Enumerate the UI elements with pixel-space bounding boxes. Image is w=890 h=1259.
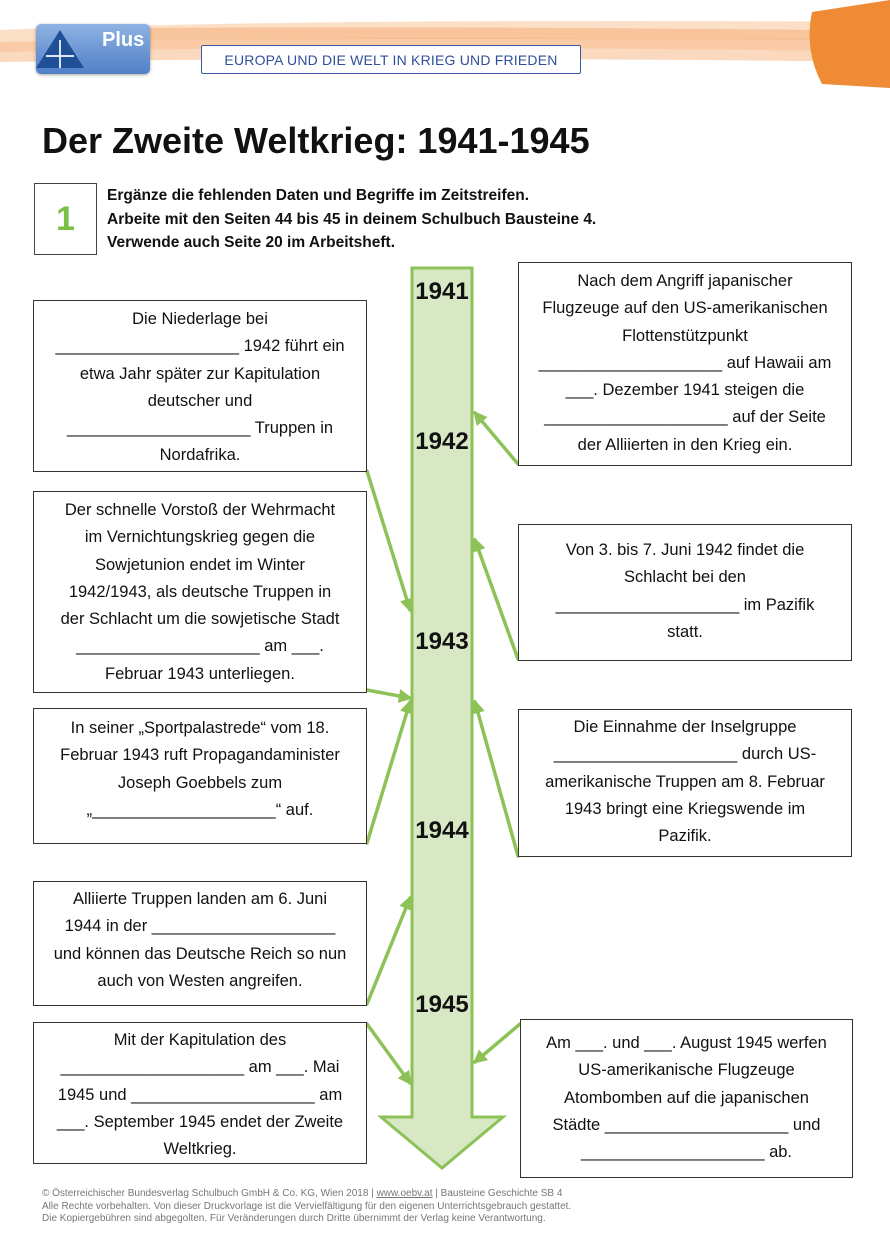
box-line: ____________________ am ___. Mai: [60, 1058, 340, 1077]
box-line: Februar 1943 unterliegen.: [105, 664, 295, 683]
box-line: 1943 bringt eine Kriegswende im: [564, 799, 806, 818]
box-line: Schlacht bei den: [623, 568, 746, 587]
box-line: statt.: [667, 622, 703, 641]
box-line: ___. September 1945 endet der Zweite: [56, 1112, 344, 1131]
box-line: Sowjetunion endet im Winter: [94, 555, 306, 574]
box-line: etwa Jahr später zur Kapitulation: [79, 364, 321, 383]
footer-text: © Österreichischer Bundesverlag Schulbuch GmbH & Co. KG, Wien 2018 |: [42, 1188, 377, 1199]
box-line: „____________________“ auf.: [86, 800, 314, 819]
instruction-line: Arbeite mit den Seiten 44 bis 45 in deinem Schulbuch Bausteine 4.: [107, 210, 597, 228]
footer-copyright: [42, 1188, 571, 1226]
connector-arrow: [367, 898, 410, 1004]
connector-arrow: [475, 413, 518, 464]
box-line: Nordafrika.: [159, 446, 241, 465]
year-label: 1945: [415, 991, 469, 1018]
year-label: 1941: [415, 278, 469, 305]
box-line: Weltkrieg.: [163, 1140, 237, 1159]
connector-arrow: [475, 1024, 520, 1062]
box-line: Atombomben auf die japanischen: [564, 1088, 809, 1107]
year-label: 1944: [415, 817, 469, 844]
box-line: 1942/1943, als deutsche Truppen in: [68, 582, 332, 601]
box-line: ____________________ 1942 führt ein: [55, 337, 345, 356]
box-line: ____________________ Truppen in: [66, 419, 334, 438]
series-title: EUROPA UND DIE WELT IN KRIEG UND FRIEDEN: [201, 45, 581, 74]
box-line: Februar 1943 ruft Propagandaminister: [60, 746, 340, 765]
box-line: Von 3. bis 7. Juni 1942 findet die: [565, 541, 805, 559]
footer-line: [42, 1188, 571, 1201]
box-line: 1945 und ____________________ am: [57, 1085, 343, 1104]
connector-arrow: [367, 471, 410, 610]
box-line: der Schlacht um die sowjetische Stadt: [60, 610, 340, 629]
event-box-kapitulation: [33, 1022, 367, 1164]
event-box-landung: [33, 881, 367, 1006]
box-line: amerikanische Truppen am 8. Februar: [545, 772, 825, 791]
box-line: und können das Deutsche Reich so nun: [53, 944, 347, 963]
box-line: ____________________ ab.: [580, 1143, 793, 1162]
box-line: Flottenstützpunkt: [622, 326, 748, 345]
connector-arrow: [367, 690, 410, 698]
box-line: Der schnelle Vorstoß der Wehrmacht: [64, 501, 336, 519]
box-line: Städte ____________________ und: [552, 1115, 821, 1134]
connector-arrow: [475, 702, 518, 856]
box-line: ____________________ am ___.: [76, 637, 324, 656]
box-line: 1944 in der ____________________: [64, 917, 336, 936]
box-line: Am ___. und ___. August 1945 werfen: [546, 1034, 827, 1052]
year-label: 1943: [415, 628, 469, 655]
box-line: deutscher und: [147, 391, 253, 410]
publisher-link[interactable]: www.oebv.at: [376, 1188, 433, 1199]
page-title: Der Zweite Weltkrieg: 1941-1945: [42, 120, 590, 161]
instruction-line: Ergänze die fehlenden Daten und Begriffe im Zeitstreifen.: [107, 187, 530, 204]
event-box-midway: [518, 524, 852, 661]
year-label: 1942: [415, 428, 469, 455]
event-box-stalingrad: [33, 491, 367, 693]
box-line: ___. Dezember 1941 steigen die: [565, 381, 805, 400]
connector-arrow: [367, 1024, 410, 1083]
footer-text: | Bausteine Geschichte SB 4: [432, 1188, 563, 1199]
box-line: Die Niederlage bei: [132, 310, 268, 328]
box-line: Mit der Kapitulation des: [113, 1031, 287, 1049]
box-line: Flugzeuge auf den US-amerikanischen: [542, 299, 828, 318]
connector-arrow: [475, 540, 518, 659]
box-line: auch von Westen angreifen.: [97, 971, 303, 990]
box-line: ____________________ auf der Seite: [544, 408, 826, 427]
event-box-pearl-harbor: [518, 262, 852, 466]
footer-line: Die Kopiergebühren sind abgegolten. Für Veränderungen durch Dritte übernimmt der Verlag keine Verantwortung.: [42, 1213, 546, 1224]
event-box-midway-nordafrika: [33, 300, 367, 472]
logo-label: Plus: [102, 29, 145, 51]
timeline-strip: [381, 268, 503, 1168]
box-line: Die Einnahme der Inselgruppe: [573, 718, 797, 736]
box-line: ____________________ im Pazifik: [555, 595, 815, 614]
box-line: ____________________ auf Hawaii am: [538, 353, 832, 372]
event-box-atombomben: [520, 1019, 853, 1178]
box-line: der Alliierten in den Krieg ein.: [577, 435, 793, 454]
box-line: Pazifik.: [658, 827, 712, 846]
event-box-sportpalastrede: [33, 708, 367, 844]
task-number: 1: [34, 183, 97, 255]
footer-line: Alle Rechte vorbehalten. Von dieser Druckvorlage ist die Vervielfältigung für den eigenen Unterrichtsgebrauch gestattet.: [42, 1200, 572, 1212]
box-line: im Vernichtungskrieg gegen die: [84, 528, 316, 547]
box-line: Alliierte Truppen landen am 6. Juni: [72, 890, 328, 908]
instruction-line: Verwende auch Seite 20 im Arbeitsheft.: [107, 234, 395, 251]
box-line: US-amerikanische Flugzeuge: [578, 1061, 795, 1080]
box-line: In seiner „Sportpalastrede“ vom 18.: [70, 719, 330, 737]
box-line: Nach dem Angriff japanischer: [577, 272, 793, 290]
box-line: Joseph Goebbels zum: [117, 773, 283, 792]
box-line: ____________________ durch US-: [553, 745, 817, 764]
event-box-inselgruppe: [518, 709, 852, 857]
